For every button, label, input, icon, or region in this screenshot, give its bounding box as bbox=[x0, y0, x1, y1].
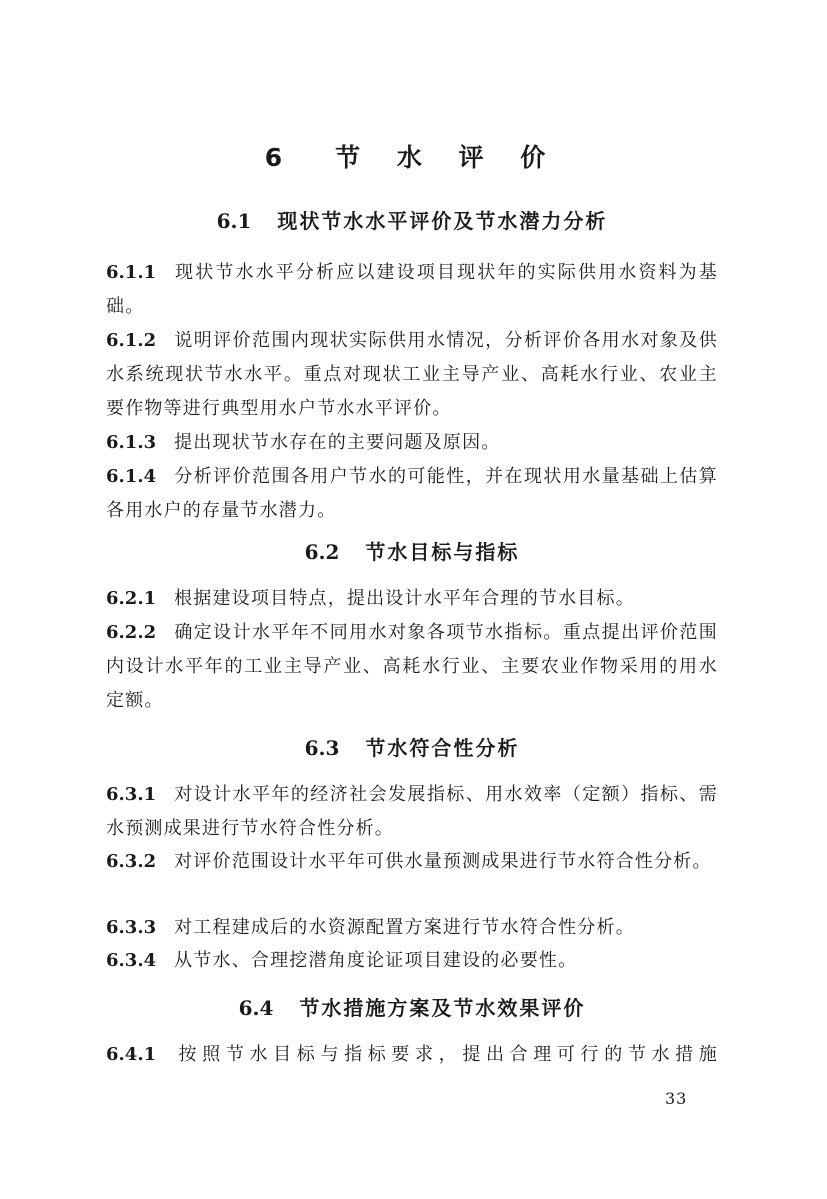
section-number: 6.3 bbox=[304, 736, 340, 760]
clause-text: 对工程建成后的水资源配置方案进行节水符合性分析。 bbox=[174, 917, 635, 938]
clause-text: 确定设计水平年不同用水对象各项节水指标。重点提出评价范围内设计水平年的工业主导产业、高耗水行业、主要农业作物采用的用水定额。 bbox=[106, 622, 718, 711]
clause-text: 从节水、合理挖潜角度论证项目建设的必要性。 bbox=[174, 950, 578, 971]
clause-number: 6.2.2 bbox=[106, 622, 157, 643]
section-title-6-3 bbox=[106, 732, 718, 761]
clause-6-2-1 bbox=[106, 582, 718, 616]
clause-text: 现状节水水平分析应以建设项目现状年的实际供用水资料为基础。 bbox=[106, 262, 718, 317]
clause-number: 6.3.4 bbox=[106, 950, 157, 971]
clause-text: 对评价范围设计水平年可供水量预测成果进行节水符合性分析。 bbox=[174, 851, 712, 872]
clause-number: 6.1.1 bbox=[106, 262, 157, 283]
clause-text: 说明评价范围内现状实际供用水情况，分析评价各用水对象及供水系统现状节水水平。重点对现状工业主导产业、高耗水行业、农业主要作物等进行典型用水户节水水平评价。 bbox=[106, 330, 718, 419]
section-title-text: 节水目标与指标 bbox=[365, 540, 520, 564]
clause-6-1-1 bbox=[106, 256, 718, 324]
clause-text: 按照节水目标与指标要求，提出合理可行的节水措施 bbox=[174, 1044, 718, 1065]
chapter-title bbox=[106, 138, 718, 174]
section-title-text: 现状节水水平评价及节水潜力分析 bbox=[277, 209, 608, 233]
page-number: 33 bbox=[665, 1089, 688, 1108]
section-title-6-4 bbox=[106, 992, 718, 1021]
clause-6-3-1 bbox=[106, 778, 718, 846]
section-title-text: 节水符合性分析 bbox=[365, 736, 520, 760]
clause-6-3-3 bbox=[106, 911, 718, 945]
clause-number: 6.1.3 bbox=[106, 432, 157, 453]
clause-number: 6.3.2 bbox=[106, 851, 157, 872]
clause-6-4-1 bbox=[106, 1038, 718, 1072]
section-title-6-1 bbox=[106, 205, 718, 234]
section-title-6-2 bbox=[106, 536, 718, 565]
section-number: 6.1 bbox=[216, 209, 252, 233]
section-title-text: 节水措施方案及节水效果评价 bbox=[299, 996, 586, 1020]
chapter-title-text: 节 水 评 价 bbox=[335, 143, 560, 172]
clause-number: 6.3.3 bbox=[106, 917, 157, 938]
clause-number: 6.4.1 bbox=[106, 1044, 157, 1065]
chapter-number: 6 bbox=[264, 143, 297, 172]
clause-number: 6.3.1 bbox=[106, 784, 157, 805]
clause-text: 提出现状节水存在的主要问题及原因。 bbox=[174, 432, 501, 453]
clause-text: 根据建设项目特点，提出设计水平年合理的节水目标。 bbox=[174, 588, 635, 609]
clause-6-2-2 bbox=[106, 616, 718, 718]
section-number: 6.4 bbox=[238, 996, 274, 1020]
clause-6-1-2 bbox=[106, 324, 718, 426]
clause-number: 6.1.2 bbox=[106, 330, 157, 351]
clause-6-3-4 bbox=[106, 944, 718, 978]
section-number: 6.2 bbox=[304, 540, 340, 564]
clause-6-3-2 bbox=[106, 845, 718, 879]
clause-number: 6.2.1 bbox=[106, 588, 157, 609]
clause-text: 对设计水平年的经济社会发展指标、用水效率（定额）指标、需水预测成果进行节水符合性分析。 bbox=[106, 784, 718, 839]
clause-text: 分析评价范围各用户节水的可能性，并在现状用水量基础上估算各用水户的存量节水潜力。 bbox=[106, 466, 718, 521]
clause-number: 6.1.4 bbox=[106, 466, 157, 487]
clause-6-1-4 bbox=[106, 460, 718, 528]
clause-6-1-3 bbox=[106, 426, 718, 460]
